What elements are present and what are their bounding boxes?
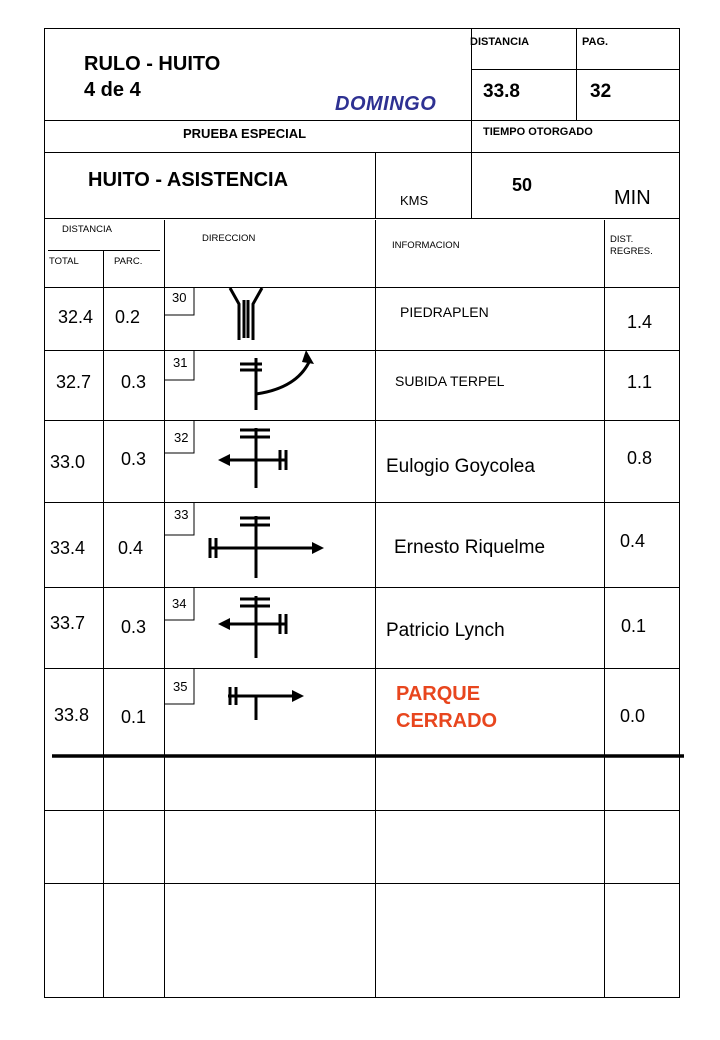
row-remaining-distance: 0.1 — [621, 616, 647, 636]
kms-label: KMS — [400, 193, 429, 208]
row-total-distance: 33.4 — [50, 538, 86, 558]
time-allowed-value: 50 — [512, 175, 533, 195]
column-total: TOTAL — [49, 256, 79, 267]
finish-label-line1: PARQUE — [396, 683, 481, 705]
row-information: Eulogio Goycolea — [386, 456, 535, 477]
route-title: RULO - HUITO — [84, 53, 221, 75]
column-partial: PARC. — [114, 256, 143, 267]
row-partial-distance: 0.1 — [121, 707, 147, 727]
time-allowed-label: TIEMPO OTORGADO — [483, 126, 593, 138]
row-number: 33 — [174, 507, 189, 522]
row-number: 32 — [174, 430, 189, 445]
row-total-distance: 32.4 — [58, 307, 94, 327]
row-partial-distance: 0.4 — [118, 538, 144, 558]
crossroad-left-icon — [216, 592, 296, 662]
narrow-road-icon — [224, 286, 268, 344]
row-total-distance: 33.8 — [54, 705, 90, 725]
page-number: 32 — [590, 81, 612, 102]
row-total-distance: 33.0 — [50, 452, 86, 472]
row-total-distance: 32.7 — [56, 372, 92, 392]
row-remaining-distance: 0.0 — [620, 706, 646, 726]
crossroad-straight-icon — [204, 510, 326, 580]
row-remaining-distance: 0.4 — [620, 531, 646, 551]
row-number: 34 — [172, 596, 187, 611]
row-remaining-distance: 0.8 — [627, 448, 653, 468]
stage-type: PRUEBA ESPECIAL — [183, 126, 307, 141]
part-indicator: 4 de 4 — [84, 79, 141, 101]
row-partial-distance: 0.3 — [121, 449, 147, 469]
column-information: INFORMACION — [392, 240, 460, 251]
finish-arrow-icon — [224, 680, 306, 722]
row-partial-distance: 0.3 — [121, 372, 147, 392]
row-information: SUBIDA TERPEL — [395, 373, 505, 389]
row-number: 30 — [172, 290, 187, 305]
row-information: PIEDRAPLEN — [400, 304, 489, 320]
curve-right-up-icon — [232, 348, 322, 412]
row-information: Patricio Lynch — [386, 620, 505, 641]
row-number: 31 — [173, 355, 188, 370]
page-header-label: PAG. — [582, 36, 609, 48]
crossroad-left-icon — [216, 424, 296, 492]
row-partial-distance: 0.2 — [115, 307, 141, 327]
column-distance: DISTANCIA — [62, 224, 112, 235]
distance-header-label: DISTANCIA — [470, 36, 530, 48]
row-partial-distance: 0.3 — [121, 617, 147, 637]
finish-label-line2: CERRADO — [396, 710, 498, 732]
row-remaining-distance: 1.1 — [627, 372, 653, 392]
column-remaining: DIST. REGRES. — [610, 234, 653, 258]
row-number: 35 — [173, 679, 188, 694]
time-unit: MIN — [614, 187, 651, 209]
column-direction: DIRECCION — [202, 233, 256, 244]
day-label: DOMINGO — [335, 93, 437, 115]
row-remaining-distance: 1.4 — [627, 312, 653, 332]
stage-name: HUITO - ASISTENCIA — [88, 169, 289, 191]
total-distance-value: 33.8 — [483, 81, 520, 102]
row-information: Ernesto Riquelme — [394, 537, 546, 558]
row-total-distance: 33.7 — [50, 613, 86, 633]
